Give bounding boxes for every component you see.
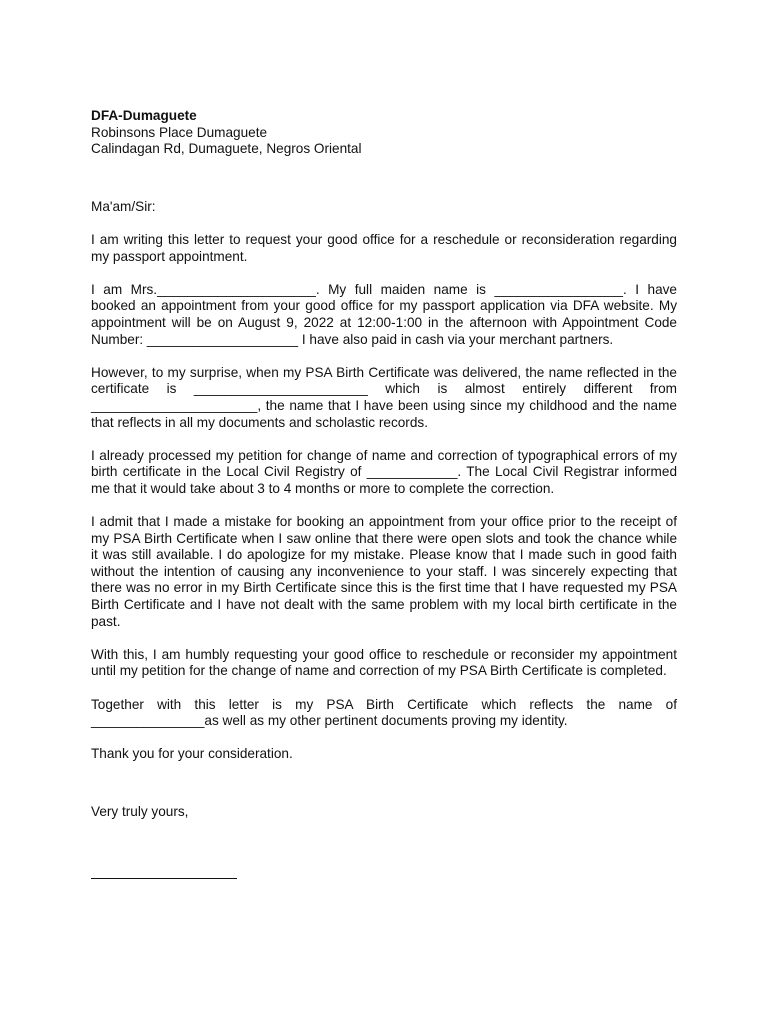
addressee-name: DFA-Dumaguete [91,108,197,123]
paragraph-8: Thank you for your consideration. [91,746,293,762]
signature-line [91,878,237,879]
closing: Very truly yours, [91,803,189,819]
paragraph-6: With this, I am humbly requesting your good office to reschedule or reconsider my appointment until my petition for the change of name and correction of my PSA Birth Certificate is completed. [91,646,677,679]
paragraph-3: However, to my surprise, when my PSA Birth Certificate was delivered, the name reflected in the certificate is _______________________ which is almost entirely different from ______________________, the name that I have been using since my childhood and the name that reflects in all my documents and scholastic records. [91,364,677,430]
paragraph-4: I already processed my petition for change of name and correction of typographical errors of my birth certificate in the Local Civil Registry of ____________. The Local Civil Registrar informed me that it would take about 3 to 4 months or more to complete the correction. [91,447,677,496]
paragraph-2: I am Mrs._____________________. My full maiden name is _________________. I have booked an appointment from your good office for my passport application via DFA website. My appointment will be on August 9, 2022 at 12:00-1:00 in the afternoon with Appointment Code Number: ____________________ I have also paid in cash via your merchant partners. [91,281,677,347]
paragraph-5: I admit that I made a mistake for booking an appointment from your office prior to the receipt of my PSA Birth Certificate when I saw online that there were open slots and took the chance while it was still available. I do apologize for my mistake. Please know that I made such in good faith without the intention of causing any inconvenience to your staff. I was sincerely expecting that there was no error in my Birth Certificate since this is the first time that I have requested my PSA Birth Certificate and I have not dealt with the same problem with my local birth certificate in the past. [91,514,677,629]
addressee-line-1: Robinsons Place Dumaguete [91,124,268,140]
salutation: Ma'am/Sir: [91,198,156,214]
paragraph-1: I am writing this letter to request your good office for a reschedule or reconsideration regarding my passport appointment. [91,231,677,264]
addressee-block [91,108,677,158]
addressee-line-2: Calindagan Rd, Dumaguete, Negros Oriental [91,141,362,157]
paragraph-7: Together with this letter is my PSA Birth Certificate which reflects the name of _______________as well as my other pertinent documents proving my identity. [91,696,677,729]
